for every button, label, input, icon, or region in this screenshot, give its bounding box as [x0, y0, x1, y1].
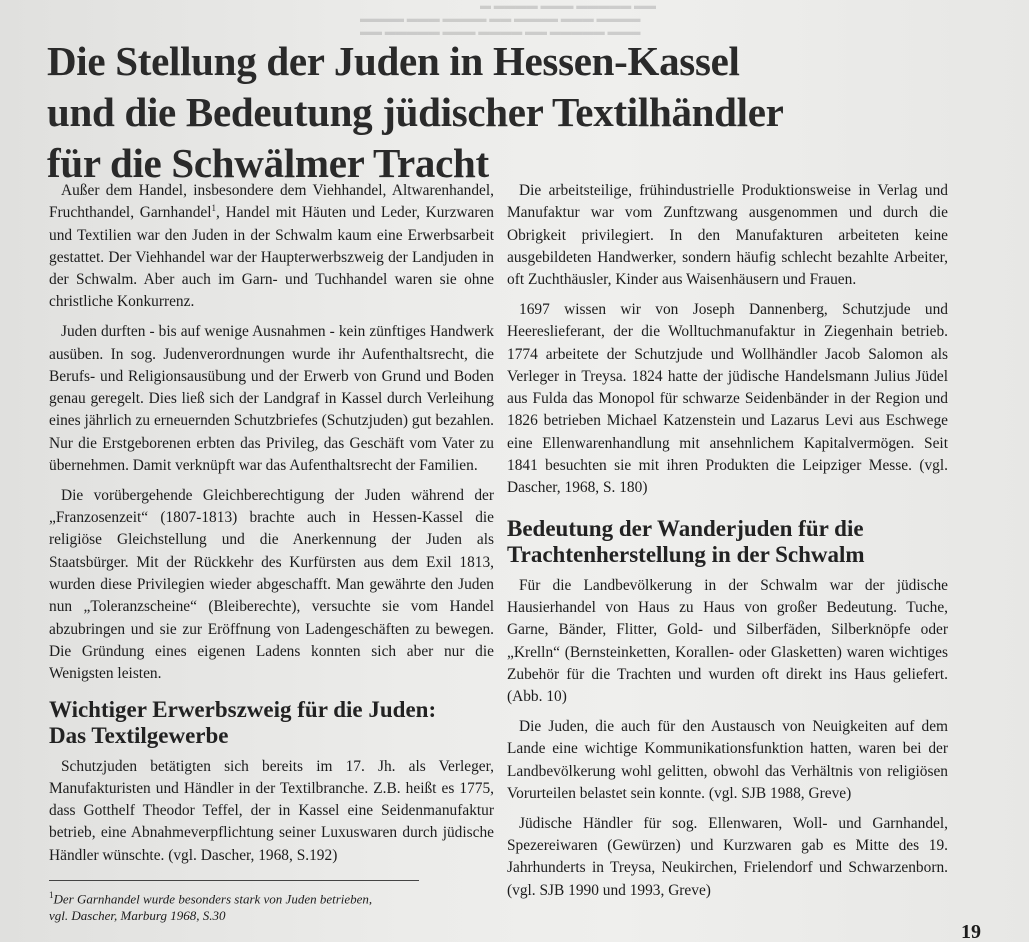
- right-paragraph-4: Die Juden, die auch für den Austausch von Neuigkeiten auf dem Lande eine wichtige Kommunikationsfunktion hatten, waren bei der Landbevölkerung wohl gelitten, obwohl das Verhältnis von religiösen Vorurteilen belastet sein konnte. (vgl. SJB 1988, Greve): [507, 717, 948, 802]
- section-heading-line-1: Wichtiger Erwerbszweig für die Juden:: [49, 696, 437, 722]
- right-paragraph-5: Jüdische Händler für sog. Ellenwaren, Woll- und Garnhandel, Spezereiwaren (Gewürzen) und Kurzwaren gab es Mitte des 19. Jahrhunderts in Treysa, Neukirchen, Frielendorf und Schwarzenborn. (vgl. SJB 1990 und 1993, Greve): [507, 814, 948, 899]
- right-paragraph-3: Für die Landbevölkerung in der Schwalm war der jüdische Hausierhandel von Haus zu Haus von großer Bedeutung. Tuche, Garne, Bänder, Flitter, Gold- und Silberfäden, Silberknöpfe oder „Krelln“ (Bernsteinketten, Korallen- oder Glasketten) waren wichtiges Zubehör für die Trachten und wurden oft direkt ins Haus geliefert. (Abb. 10): [507, 576, 948, 706]
- title-line-3: für die Schwälmer Tracht: [47, 140, 489, 186]
- show-through-background: ▬ ▬▬▬▬ ▬▬▬ ▬▬▬▬▬ ▬▬ ▬▬▬▬ ▬▬▬ ▬▬▬▬ ▬▬ ▬▬▬▬ ▬▬▬ ▬▬▬▬ ▬▬ ▬▬▬▬▬ ▬▬▬ ▬▬▬▬ ▬▬ ▬▬▬▬▬ ▬▬▬: [360, 0, 656, 38]
- left-paragraph-2: Juden durften - bis auf wenige Ausnahmen - kein zünftiges Handwerk ausüben. In sog. Judenverordnungen wurde ihr Aufenthaltsrecht, die Berufs- und Religionsausübung und der Erwerb von Grund und Boden genau geregelt. Dies ließ sich der Landgraf in Kassel durch Verleihung eines jährlich zu erneuernden Schutzbriefes (Schutzjuden) gut bezahlen. Nur die Erstgeborenen erbten das Privileg, das Geschäft vom Vater zu übernehmen. Damit verknüpft war das Aufenthaltsrecht der Familien.: [49, 323, 494, 475]
- section-heading-line-2: Trachtenherstellung in der Schwalm: [507, 541, 865, 567]
- left-paragraph-4: Schutzjuden betätigten sich bereits im 17. Jh. als Verleger, Manufakturisten und Händler in der Textilbranche. Z.B. heißt es 1775, dass Gotthelf Theodor Teffel, der in Kassel eine Seidenmanufaktur betrieb, eine Abnahmeverpflichtung seiner Luxuswaren durch jüdische Händler wünschte. (vgl. Dascher, 1968, S.192): [49, 757, 494, 864]
- title-line-2: und die Bedeutung jüdischer Textilhändler: [47, 89, 784, 135]
- page-number: 19: [961, 921, 981, 942]
- page-title: [47, 36, 784, 189]
- section-heading-line-1: Bedeutung der Wanderjuden für die: [507, 515, 864, 541]
- right-paragraph-1: Die arbeitsteilige, frühindustrielle Produktionsweise in Verlag und Manufaktur war vom Zunftzwang ausgenommen und durch die Obrigkeit privilegiert. In den Manufakturen arbeiteten keine ausgebildeten Handwerker, sondern häufig schlecht bezahlte Arbeiter, oft Zuchthäusler, Kinder aus Waisenhäusern und Frauen.: [507, 182, 948, 289]
- footnote-line-2: vgl. Dascher, Marburg 1968, S.30: [49, 908, 226, 924]
- section-heading-textilgewerbe: [49, 697, 494, 749]
- title-line-1: Die Stellung der Juden in Hessen-Kassel: [47, 38, 740, 84]
- left-paragraph-3: Die vorübergehende Gleichberechtigung der Juden während der „Franzosenzeit“ (1807-1813) brachte auch in Hessen-Kassel die religiöse Gleichstellung und die Anerkennung der Juden als Staatsbürger. Mit der Rückkehr des Kurfürsten aus dem Exil 1813, wurden diese Privilegien wieder abgeschafft. Man gewährte den Juden nun „Toleranzscheine“ (Bleiberechte), versuchte sie vom Handel abzubringen und sie zur Eröffnung von Ladengeschäften zu bewegen. Die Gründung eines eigenen Ladens konnten sich aber nur die Wenigsten leisten.: [49, 486, 494, 683]
- left-paragraph-1-text-b: , Handel mit Häuten und Leder, Kurzwaren und Textilien war den Juden in der Schwalm kaum eine Erwerbsarbeit gestattet. Der Viehhandel war der Haupterwerbszweig der Landjuden in der Schwalm. Aber auch im Garn- und Tuchhandel waren sie ohne christliche Konkurrenz.: [49, 204, 494, 311]
- left-column: [49, 180, 494, 875]
- section-heading-line-2: Das Textilgewerbe: [49, 722, 229, 748]
- footnote-reference: 1: [211, 203, 217, 214]
- left-paragraph-1: [49, 180, 494, 314]
- footnote: [49, 880, 419, 924]
- left-paragraph-1-text-a: Außer dem Handel, insbesondere dem Viehhandel, Altwarenhandel, Fruchthandel, Garnhandel: [49, 182, 494, 222]
- footnote-line-1: Der Garnhandel wurde besonders stark von Juden betrieben,: [53, 891, 373, 907]
- footnote-marker: 1: [49, 890, 54, 900]
- right-paragraph-2: 1697 wissen wir von Joseph Dannenberg, Schutzjude und Heereslieferant, der die Wolltuchmanufaktur in Ziegenhain betrieb. 1774 arbeitete der Schutzjude und Wollhändler Jacob Salomon als Verleger in Treysa. 1824 hatte der jüdische Handelsmann Julius Jüdel aus Fulda das Monopol für schwarze Seidenbänder in der Region und 1826 betrieben Michael Katzenstein und Lazarus Levi aus Eschwege eine Ellenwarenhandlung mit ansehnlichem Kapitalvermögen. Seit 1841 besuchten sie mit ihren Produkten die Leipziger Messe. (vgl. Dascher, 1968, S. 180): [507, 300, 948, 497]
- right-column: [507, 180, 948, 909]
- section-heading-wanderjuden: [507, 516, 948, 568]
